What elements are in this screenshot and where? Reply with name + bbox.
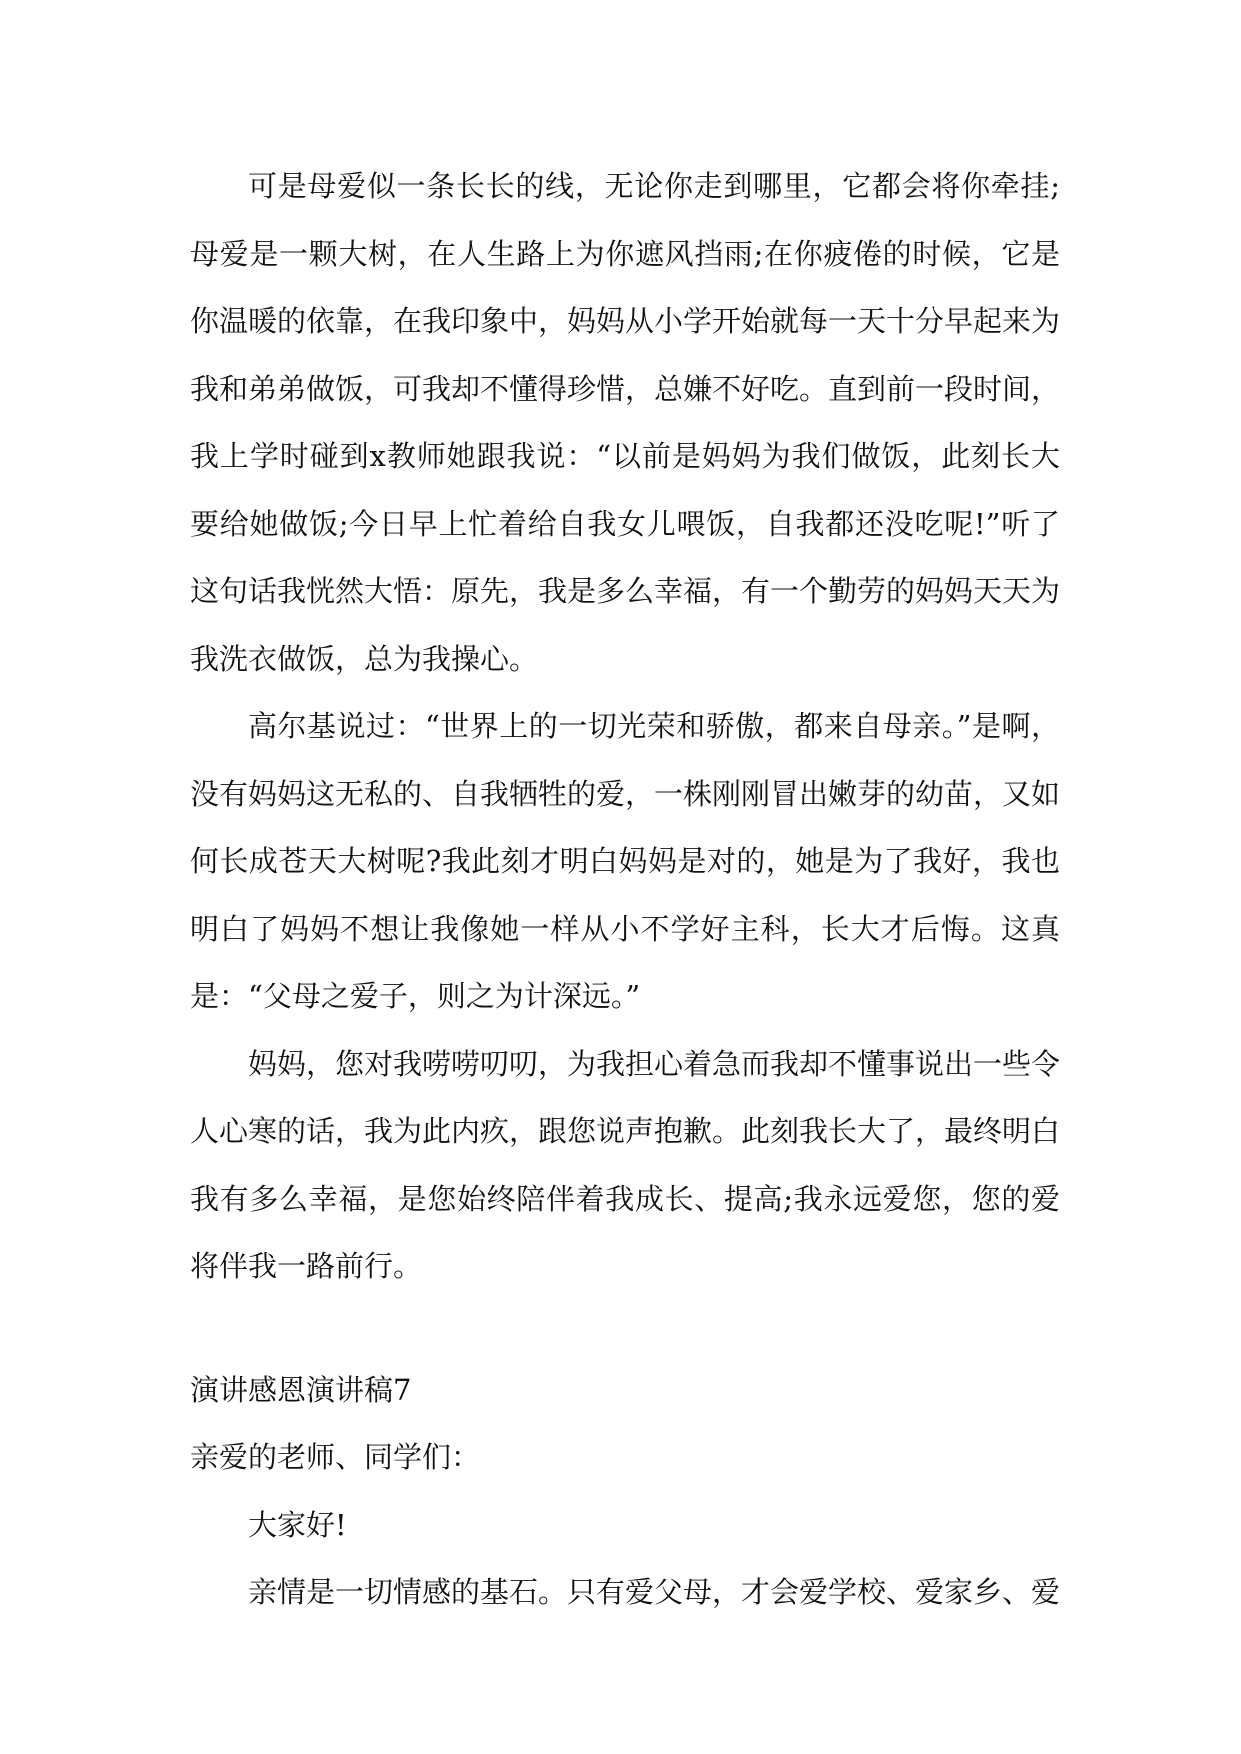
greeting: 大家好! — [248, 1507, 347, 1542]
section-spacer — [190, 1301, 1060, 1357]
document-body — [190, 153, 1060, 1627]
paragraph-family-foundation: 亲情是一切情感的基石。只有爱父母，才会爱学校、爱家乡、爱 — [248, 1575, 1061, 1609]
section-title: 演讲感恩演讲稿7 — [190, 1372, 412, 1407]
paragraph-mother-love-line: 可是母爱似一条长长的线，无论你走到哪里，它都会将你牵挂;母爱是一颗大树，在人生路上为你遮风挡雨;在你疲倦的时候，它是你温暖的依靠，在我印象中，妈妈从小学开始就每一天十分早起来为我和弟弟做饭，可我却不懂得珍惜，总嫌不好吃。直到前一段时间，我上学时碰到x教师她跟我说：“以前是妈妈为我们做饭，此刻长大要给她做饭;今日早上忙着给自我女儿喂饭，自我都还没吃呢!”听了这句话我恍然大悟：原先，我是多么幸福，有一个勤劳的妈妈天天为我洗衣做饭，总为我操心。 — [190, 169, 1061, 676]
salutation: 亲爱的老师、同学们： — [190, 1440, 481, 1474]
paragraph-gorky-quote: 高尔基说过：“世界上的一切光荣和骄傲，都来自母亲。”是啊，没有妈妈这无私的、自我牺牲的爱，一株刚刚冒出嫩芽的幼苗，又如何长成苍天大树呢?我此刻才明白妈妈是对的，她是为了我好，我也明白了妈妈不想让我像她一样从小不学好主科，长大才后悔。这真是：“父母之爱子，则之为计深远。” — [190, 709, 1061, 1013]
paragraph-apology: 妈妈，您对我唠唠叨叨，为我担心着急而我却不懂事说出一些令人心寒的话，我为此内疚，跟您说声抱歉。此刻我长大了，最终明白我有多么幸福，是您始终陪伴着我成长、提高;我永远爱您，您的爱将伴我一路前行。 — [190, 1046, 1061, 1283]
